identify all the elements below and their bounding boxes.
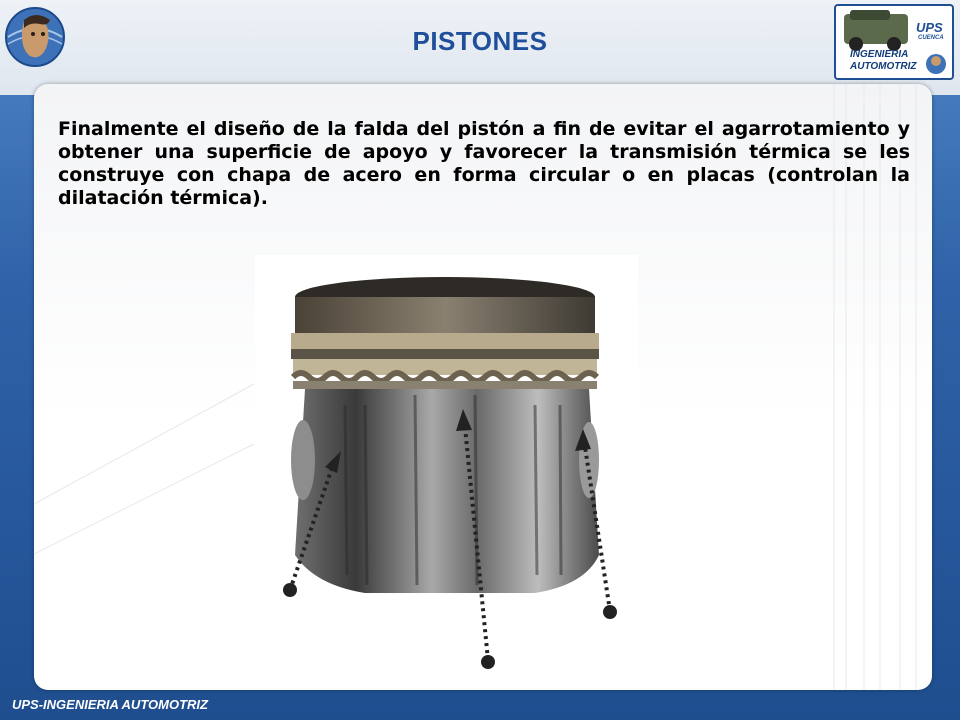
- logo-cuenca-text: CUENCA: [918, 35, 944, 41]
- piston-photo: [255, 255, 638, 685]
- logo-ups-text: UPS: [916, 20, 943, 35]
- logo-ingenieria-line: INGENIERIA: [850, 49, 909, 60]
- page-title: PISTONES: [412, 26, 548, 56]
- footer-text: UPS-INGENIERIA AUTOMOTRIZ: [12, 697, 208, 712]
- content-panel: [34, 84, 932, 690]
- logo-automotriz-line: AUTOMOTRIZ: [850, 61, 917, 72]
- logo-ingenieria-text: [850, 49, 916, 73]
- engineering-logo: [834, 4, 954, 80]
- body-paragraph: Finalmente el diseño de la falda del pistón a fin de evitar el agarrotamiento y obtener una superficie de apoyo y favorecer la transmisión térmica se les construye con chapa de acero en forma circular o en placas (controlan la dilatación térmica).: [58, 118, 910, 209]
